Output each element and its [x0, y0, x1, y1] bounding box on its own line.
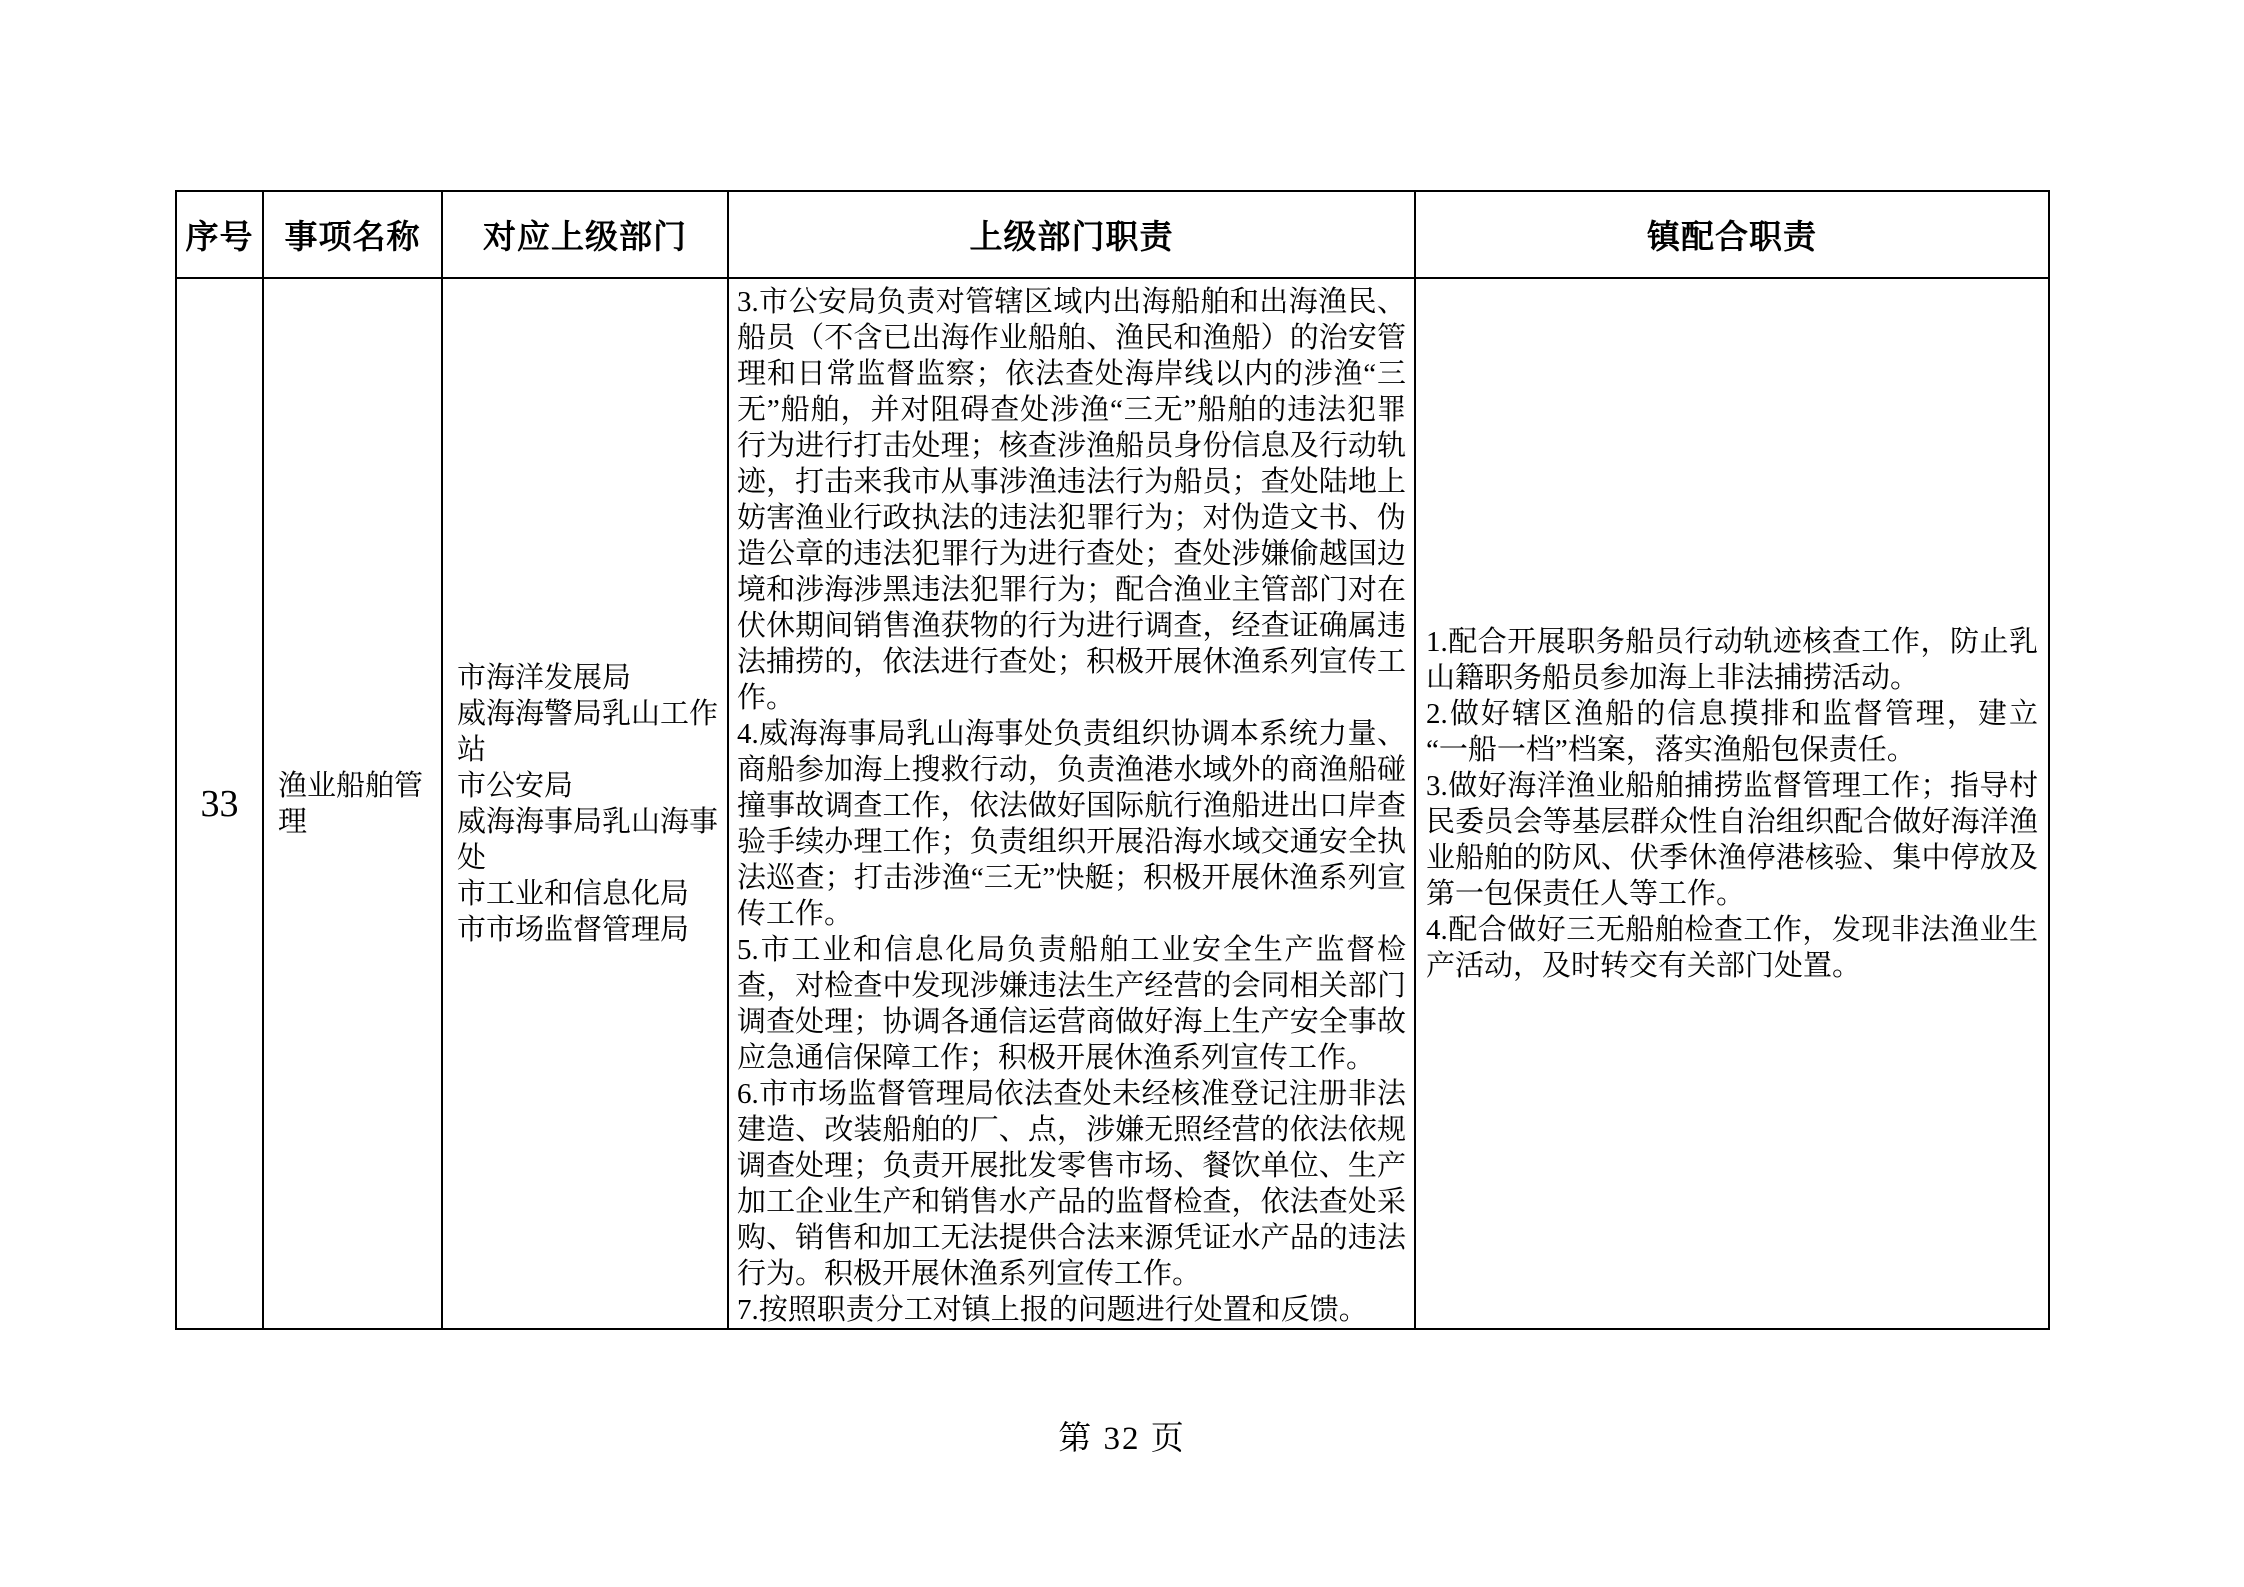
header-serial-number: 序号	[176, 191, 263, 278]
cell-town-duties	[1415, 278, 2049, 1329]
table-row	[176, 278, 2049, 1329]
header-town-duties: 镇配合职责	[1415, 191, 2049, 278]
list-item: 7.按照职责分工对镇上报的问题进行处置和反馈。	[737, 1294, 1368, 1326]
cell-superior-departments	[442, 278, 728, 1329]
department-list	[457, 660, 720, 948]
list-item: 威海海警局乳山工作站	[457, 697, 719, 766]
list-item: 3.做好海洋渔业船舶捕捞监督管理工作；指导村民委员会等基层群众性自治组织配合做好海洋渔业船舶的防风、伏季休渔停港核验、集中停放及第一包保责任人等工作。	[1426, 769, 2038, 910]
list-item: 市工业和信息化局	[457, 877, 690, 910]
cell-serial-number: 33	[176, 278, 263, 1329]
list-item: 6.市市场监督管理局依法查处未经核准登记注册非法建造、改装船舶的厂、点，涉嫌无照经营的依法依规调查处理；负责开展批发零售市场、餐饮单位、生产加工企业生产和销售水产品的监督检查，依法查处采购、销售和加工无法提供合法来源凭证水产品的违法行为。积极开展休渔系列宣传工作。	[737, 1078, 1406, 1290]
list-item: 3.市公安局负责对管辖区域内出海船舶和出海渔民、船员（不含已出海作业船舶、渔民和渔船）的治安管理和日常监督监察；依法查处海岸线以内的涉渔“三无”船舶，并对阻碍查处涉渔“三无”船舶的违法犯罪行为进行打击处理；核查涉渔船员身份信息及行动轨迹，打击来我市从事涉渔违法行为船员；查处陆地上妨害渔业行政执法的违法犯罪行为；对伪造文书、伪造公章的违法犯罪行为进行查处；查处涉嫌偷越国边境和涉海涉黑违法犯罪行为；配合渔业主管部门对在伏休期间销售渔获物的行为进行调查，经查证确属违法捕捞的，依法进行查处；积极开展休渔系列宣传工作。	[737, 286, 1406, 714]
list-item: 2.做好辖区渔船的信息摸排和监督管理，建立“一船一档”档案，落实渔船包保责任。	[1426, 697, 2038, 766]
list-item: 4.配合做好三无船舶检查工作，发现非法渔业生产活动，及时转交有关部门处置。	[1426, 913, 2038, 982]
list-item: 市公安局	[457, 769, 574, 802]
list-item: 威海海事局乳山海事处	[457, 805, 719, 874]
list-item: 1.配合开展职务船员行动轨迹核查工作，防止乳山籍职务船员参加海上非法捕捞活动。	[1426, 625, 2038, 694]
header-superior-duties: 上级部门职责	[728, 191, 1415, 278]
superior-duties-text	[737, 284, 1406, 1328]
list-item: 5.市工业和信息化局负责船舶工业安全生产监督检查，对检查中发现涉嫌违法生产经营的会同相关部门调查处理；协调各通信运营商做好海上生产安全事故应急通信保障工作；积极开展休渔系列宣传工作。	[737, 934, 1406, 1074]
town-duties-text	[1426, 624, 2038, 984]
cell-item-name: 渔业船舶管理	[263, 278, 442, 1329]
header-superior-department: 对应上级部门	[442, 191, 728, 278]
list-item: 市市场监督管理局	[457, 913, 690, 946]
header-item-name: 事项名称	[263, 191, 442, 278]
responsibilities-table	[175, 190, 2050, 1330]
list-item: 4.威海海事局乳山海事处负责组织协调本系统力量、商船参加海上搜救行动，负责渔港水域外的商渔船碰撞事故调查工作，依法做好国际航行渔船进出口岸查验手续办理工作；负责组织开展沿海水域交通安全执法巡查；打击涉渔“三无”快艇；积极开展休渔系列宣传工作。	[737, 718, 1406, 930]
table-header-row	[176, 191, 2049, 278]
page-number: 第 32 页	[1058, 1421, 1186, 1457]
cell-superior-duties	[728, 278, 1415, 1329]
list-item: 市海洋发展局	[457, 661, 632, 694]
